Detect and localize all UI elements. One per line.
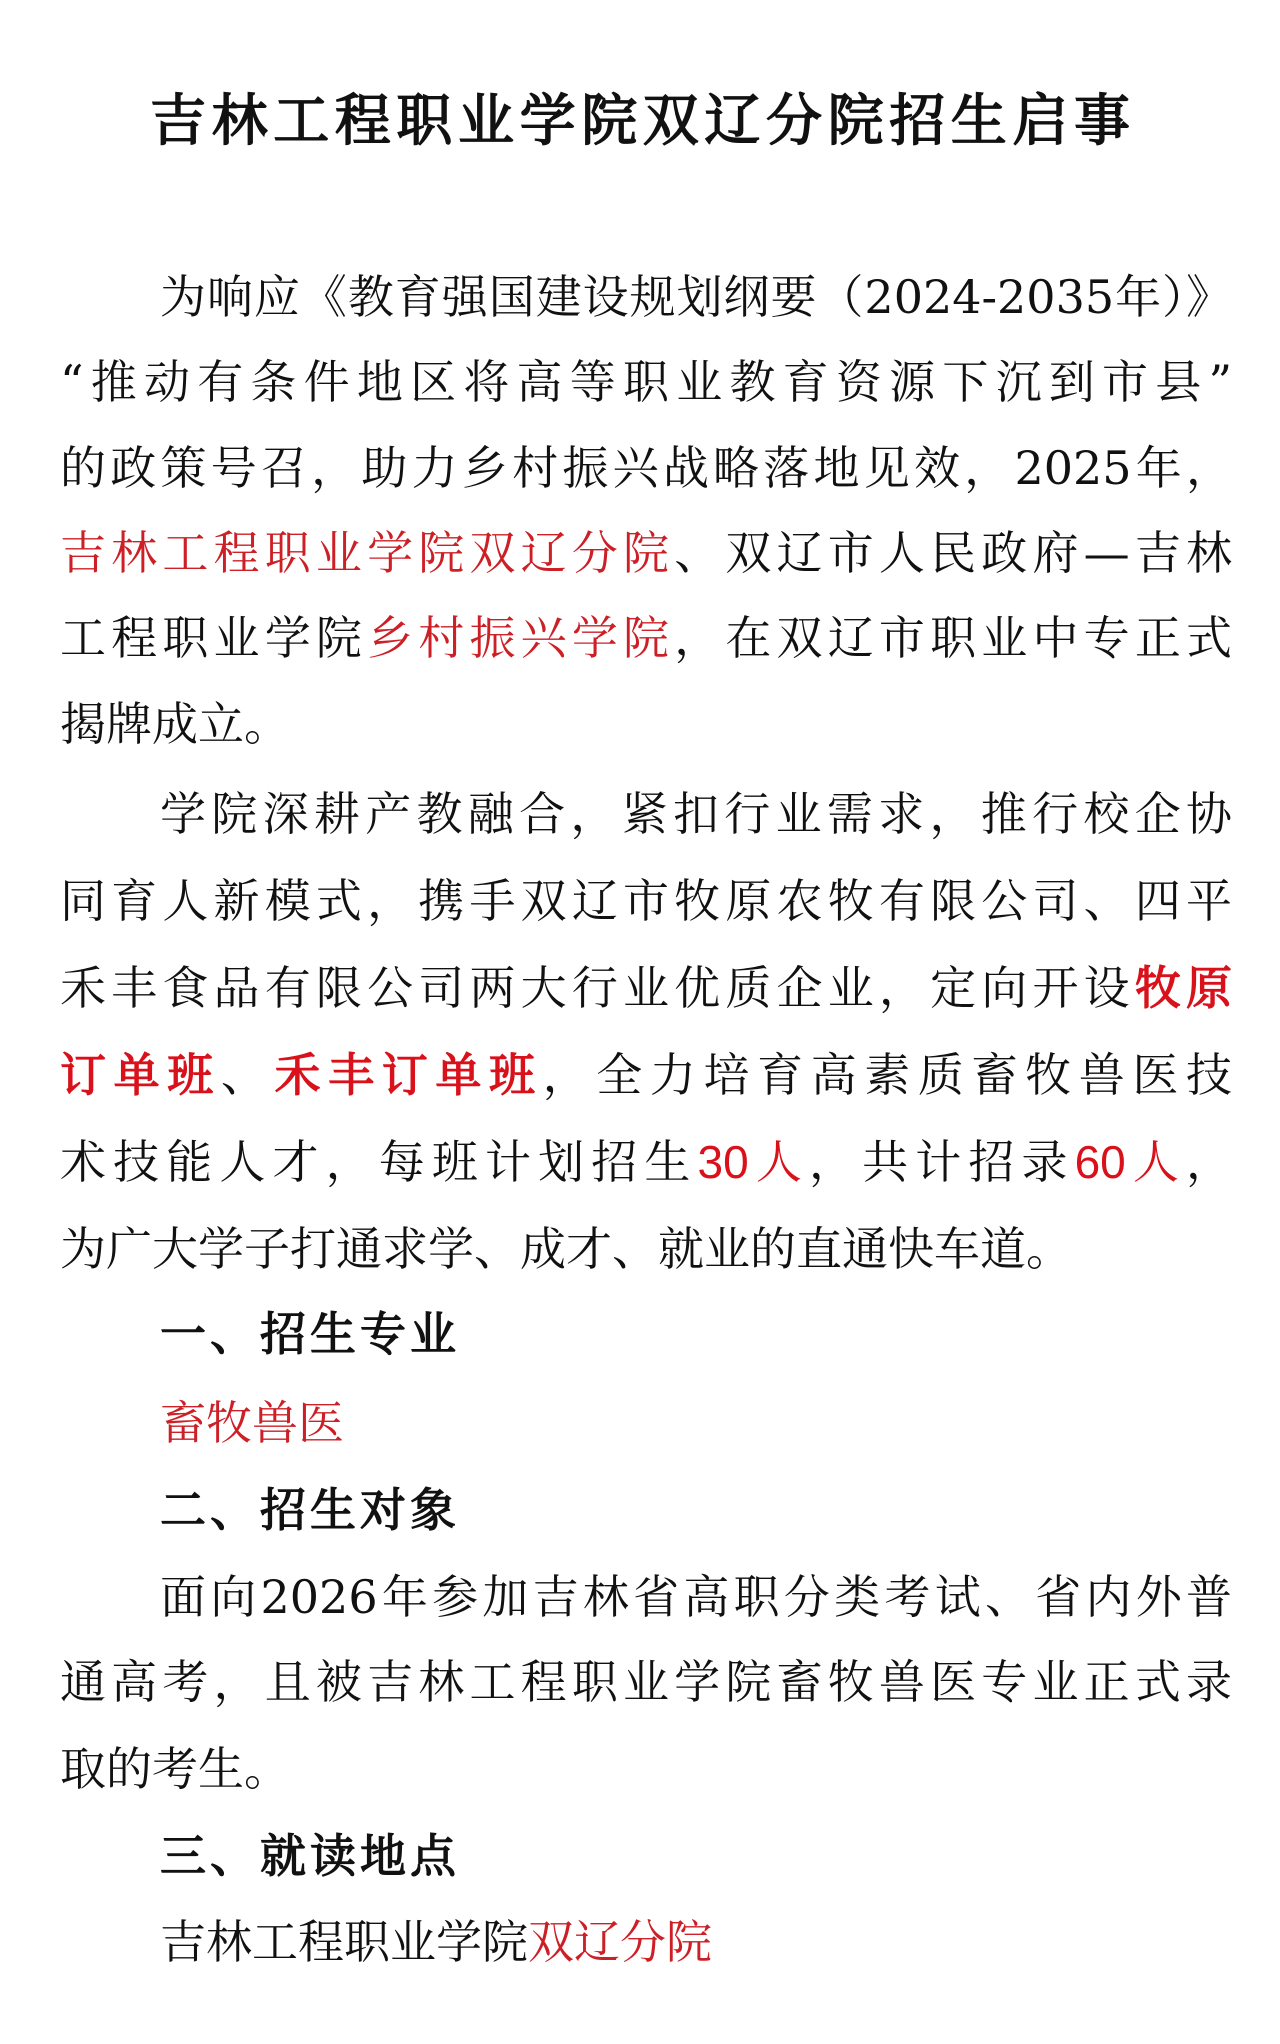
text-segment: 、双辽市人民政府—吉林: [674, 526, 1233, 580]
section-2-line-2: 通高考，且被吉林工程职业学院畜牧兽医专业正式录: [60, 1655, 1232, 1709]
text-segment: ，全力培育高素质畜牧兽医技: [542, 1048, 1233, 1102]
highlight-rural-revitalization-college: 乡村振兴学院: [367, 611, 675, 665]
section-3-location: [160, 1912, 712, 1972]
section-2-line-3: 取的考生。: [60, 1742, 290, 1796]
paragraph-1-line-6: 揭牌成立。: [60, 697, 290, 751]
paragraph-1-line-4: [60, 523, 1232, 583]
paragraph-2-line-1: 学院深耕产教融合，紧扣行业需求，推行校企协: [160, 787, 1232, 841]
paragraph-2-line-6: 为广大学子打通求学、成才、就业的直通快车道。: [60, 1222, 1072, 1276]
text-segment: ，共计招录: [808, 1135, 1075, 1189]
paragraph-1-line-3: 的政策号召，助力乡村振兴战略落地见效，2025年，: [60, 441, 1232, 495]
paragraph-1-line-5: [60, 608, 1232, 668]
paragraph-2-line-2: 同育人新模式，携手双辽市牧原农牧有限公司、四平: [60, 874, 1232, 928]
paragraph-1-line-1: 为响应《教育强国建设规划纲要（2024-2035年）》: [160, 270, 1232, 324]
paragraph-2-line-4: [60, 1045, 1232, 1105]
text-segment: 吉林工程职业学院: [160, 1915, 528, 1969]
text-segment: 、: [220, 1048, 275, 1102]
section-2-heading: 二、招生对象: [160, 1483, 460, 1537]
section-2-line-1: 面向2026年参加吉林省高职分类考试、省内外普: [160, 1570, 1232, 1624]
highlight-order-class-1: 订单班: [60, 1048, 221, 1102]
highlight-college-name: 吉林工程职业学院双辽分院: [60, 526, 675, 580]
document-title: 吉林工程职业学院双辽分院招生启事: [150, 88, 1130, 154]
text-segment: 工程职业学院: [60, 611, 368, 665]
highlight-order-class-2: 禾丰订单班: [274, 1048, 543, 1102]
paragraph-2-line-5: [60, 1132, 1232, 1192]
section-1-major: 畜牧兽医: [160, 1396, 344, 1450]
highlight-per-class-quota: 30人: [697, 1136, 809, 1188]
highlight-branch-name: 双辽分院: [528, 1915, 712, 1969]
text-segment: ，: [1186, 1135, 1233, 1189]
text-segment: 术技能人才，每班计划招生: [60, 1135, 698, 1189]
section-3-heading: 三、就读地点: [160, 1829, 460, 1883]
text-segment: 禾丰食品有限公司两大行业优质企业，定向开设: [60, 961, 1135, 1015]
highlight-muyuan: 牧原: [1134, 961, 1233, 1015]
text-segment: ，在双辽市职业中专正式: [674, 611, 1233, 665]
highlight-total-quota: 60人: [1074, 1136, 1187, 1188]
section-1-heading: 一、招生专业: [160, 1307, 460, 1361]
paragraph-2-line-3: [60, 958, 1232, 1018]
paragraph-1-line-2: “推动有条件地区将高等职业教育资源下沉到市县”: [60, 355, 1232, 409]
